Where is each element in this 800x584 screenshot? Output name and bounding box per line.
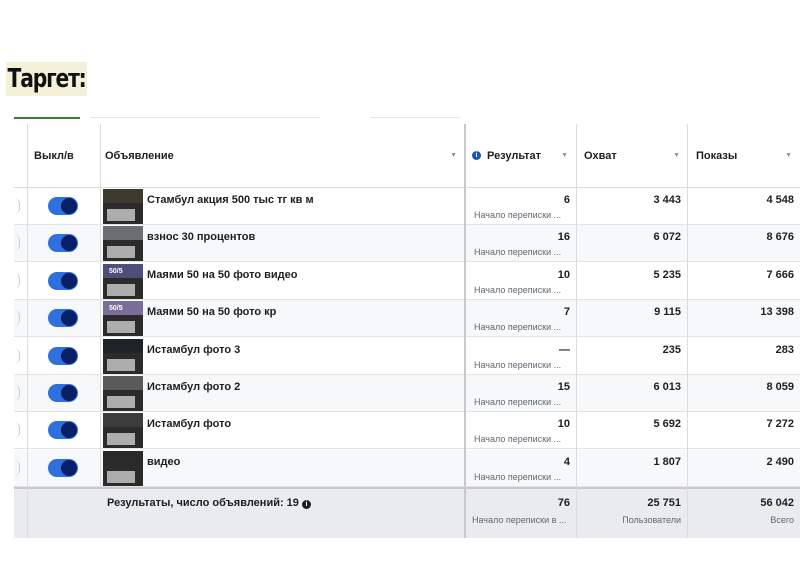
sort-caret-icon[interactable]: ▼ [673, 152, 680, 159]
ad-thumbnail[interactable] [103, 189, 143, 224]
ad-name-link[interactable]: видео [147, 455, 181, 468]
ad-thumbnail[interactable] [103, 451, 143, 486]
ad-status-toggle[interactable] [48, 384, 78, 402]
result-value: 6 [563, 194, 570, 206]
table-row[interactable] [14, 188, 800, 225]
result-type: Начало переписки ... [474, 397, 562, 407]
result-value: — [559, 343, 570, 356]
toggle-knob [61, 310, 77, 326]
reach-value: 3 443 [653, 194, 681, 206]
result-value: 16 [557, 231, 570, 244]
column-header-toggle[interactable] [34, 124, 106, 188]
ad-name-link[interactable]: Маями 50 на 50 фото кр [147, 306, 277, 319]
reach-value: 5 235 [653, 268, 681, 281]
toggle-knob [61, 385, 77, 401]
result-type: Начало переписки ... [474, 434, 562, 445]
column-divider [100, 124, 101, 487]
column-header-toggle-label: Выкл/в [34, 149, 74, 162]
totals-reach-type: Пользователи [622, 515, 681, 525]
thumbnail-image [103, 339, 143, 353]
ad-thumbnail[interactable] [103, 301, 143, 336]
impressions-value: 2 490 [766, 455, 794, 468]
result-value: 4 [563, 455, 570, 468]
ad-name-link[interactable]: Маями 50 на 50 фото видео [147, 268, 298, 281]
column-header-result[interactable] [472, 124, 576, 188]
thumbnail-image [103, 376, 143, 390]
ad-name-link[interactable]: Стамбул акция 500 тыс тг кв м [147, 194, 314, 206]
row-select-handle[interactable] [14, 273, 20, 289]
ad-status-toggle[interactable] [48, 272, 78, 290]
totals-label: Результаты, число объявлений: 19 i [107, 497, 311, 509]
thumbnail-image [107, 246, 135, 258]
toggle-knob [61, 460, 77, 476]
result-type: Начало переписки ... [474, 284, 562, 295]
ad-thumbnail[interactable] [103, 264, 143, 299]
active-tab-indicator [14, 117, 80, 119]
thumbnail-image [103, 413, 143, 427]
column-divider [576, 124, 577, 538]
result-type: Начало переписки ... [474, 247, 562, 258]
thumbnail-text: 50/5 [109, 267, 123, 275]
column-header-ad-label: Объявление [105, 149, 174, 162]
row-select-handle[interactable] [14, 348, 20, 364]
reach-value: 6 013 [653, 381, 681, 393]
reach-value: 5 692 [653, 418, 681, 431]
sort-caret-icon[interactable]: ▼ [785, 152, 792, 159]
ad-name-link[interactable]: Истамбул фото 2 [147, 381, 241, 393]
row-select-handle[interactable] [14, 422, 20, 438]
toggle-knob [61, 422, 77, 438]
column-divider [464, 124, 466, 538]
ad-status-toggle[interactable] [48, 197, 78, 215]
column-header-reach-label: Охват [584, 149, 617, 162]
impressions-value: 7 666 [766, 268, 794, 281]
impressions-value: 13 398 [760, 306, 794, 319]
thumbnail-image [103, 189, 143, 203]
table-row[interactable] [14, 375, 800, 412]
result-type: Начало переписки ... [474, 210, 562, 220]
toggle-knob [61, 235, 77, 251]
toggle-knob [61, 273, 77, 289]
result-value: 10 [557, 268, 570, 281]
row-select-handle[interactable] [14, 198, 20, 214]
result-type: Начало переписки ... [474, 471, 562, 482]
row-select-handle[interactable] [14, 385, 20, 401]
tab-divider [90, 117, 320, 118]
row-select-handle[interactable] [14, 310, 20, 326]
tab-divider [370, 117, 460, 118]
result-value: 7 [563, 306, 570, 319]
ad-thumbnail[interactable] [103, 376, 143, 411]
impressions-value: 8 059 [766, 381, 794, 393]
thumbnail-image [107, 471, 135, 483]
sort-caret-icon[interactable]: ▼ [561, 152, 568, 159]
thumbnail-image [107, 359, 135, 371]
ad-status-toggle[interactable] [48, 347, 78, 365]
toggle-knob [61, 348, 77, 364]
thumbnail-text: 50/5 [109, 305, 123, 313]
totals-result: 76 [557, 497, 570, 509]
thumbnail-image [107, 321, 135, 333]
ad-status-toggle[interactable] [48, 234, 78, 252]
table-footer-totals [14, 487, 800, 538]
table-row[interactable] [14, 263, 800, 300]
sort-caret-icon[interactable]: ▼ [450, 152, 457, 159]
thumbnail-image [103, 451, 143, 465]
thumbnail-image [107, 209, 135, 221]
result-value: 15 [557, 381, 570, 393]
table-row[interactable] [14, 450, 800, 487]
impressions-value: 7 272 [766, 418, 794, 431]
ad-thumbnail[interactable] [103, 339, 143, 374]
info-icon[interactable]: i [302, 500, 311, 509]
table-row[interactable] [14, 338, 800, 375]
ad-name-link[interactable]: взнос 30 процентов [147, 231, 256, 244]
thumbnail-image [107, 284, 135, 296]
ad-name-link[interactable]: Истамбул фото 3 [147, 343, 241, 356]
totals-reach: 25 751 [647, 497, 681, 509]
column-divider [27, 124, 28, 538]
reach-value: 6 072 [653, 231, 681, 244]
impressions-value: 283 [775, 343, 794, 356]
result-type: Начало переписки ... [474, 322, 562, 333]
totals-impressions-type: Всего [770, 515, 794, 525]
ad-thumbnail[interactable] [103, 413, 143, 448]
ads-table [14, 124, 800, 538]
totals-result-type: Начало переписки в ... [472, 515, 567, 525]
column-header-result-label: Результат [487, 149, 542, 162]
result-value: 10 [557, 418, 570, 431]
thumbnail-image [103, 226, 143, 240]
reach-value: 1 807 [653, 455, 681, 468]
page-title: Таргет: [7, 64, 86, 94]
column-header-ad[interactable] [105, 124, 465, 188]
impressions-value: 4 548 [766, 194, 794, 206]
thumbnail-image [107, 433, 135, 445]
totals-impressions: 56 042 [760, 497, 794, 509]
thumbnail-image [107, 396, 135, 408]
column-header-reach[interactable] [584, 124, 688, 188]
reach-value: 9 115 [654, 306, 681, 319]
column-divider [687, 124, 688, 538]
row-select-handle[interactable] [14, 235, 20, 251]
ad-status-toggle[interactable] [48, 309, 78, 327]
ad-status-toggle[interactable] [48, 459, 78, 477]
table-row[interactable] [14, 300, 800, 337]
info-icon[interactable]: i [472, 151, 481, 160]
table-row[interactable] [14, 412, 800, 449]
ad-status-toggle[interactable] [48, 421, 78, 439]
column-header-impressions[interactable] [696, 124, 800, 188]
row-select-handle[interactable] [14, 460, 20, 476]
result-type: Начало переписки ... [474, 359, 562, 370]
column-header-impressions-label: Показы [696, 149, 738, 162]
ad-thumbnail[interactable] [103, 226, 143, 261]
impressions-value: 8 676 [766, 231, 794, 244]
toggle-knob [61, 198, 77, 214]
ad-name-link[interactable]: Истамбул фото [147, 418, 232, 431]
table-row[interactable] [14, 225, 800, 262]
reach-value: 235 [662, 343, 681, 356]
